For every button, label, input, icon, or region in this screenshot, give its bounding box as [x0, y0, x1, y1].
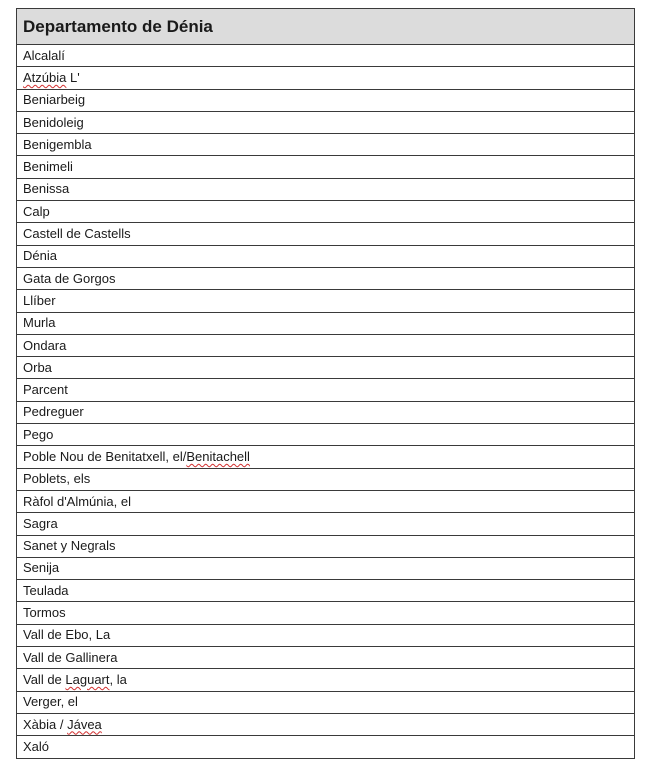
municipality-cell: Sagra [17, 513, 635, 535]
table-row [17, 134, 635, 156]
municipality-cell: Tormos [17, 602, 635, 624]
municipality-cell: Poblets, els [17, 468, 635, 490]
table-row [17, 290, 635, 312]
cell-text-part: , la [109, 671, 127, 687]
table-row [17, 267, 635, 289]
table-row [17, 736, 635, 758]
municipality-cell: Benidoleig [17, 111, 635, 133]
municipality-cell: Benimeli [17, 156, 635, 178]
table-row [17, 490, 635, 512]
table-row [17, 245, 635, 267]
table-header-row [17, 9, 635, 45]
table-row [17, 557, 635, 579]
cell-text-part: Vall de [23, 671, 66, 687]
municipality-cell: Llíber [17, 290, 635, 312]
spellcheck-flagged-word: Laguart [65, 671, 110, 687]
municipality-cell: Orba [17, 357, 635, 379]
spellcheck-flagged-word: Atzúbia [23, 69, 67, 85]
municipality-cell: Ràfol d'Almúnia, el [17, 490, 635, 512]
table-row [17, 312, 635, 334]
table-row [17, 178, 635, 200]
table-row [17, 580, 635, 602]
table-row [17, 647, 635, 669]
table-row [17, 201, 635, 223]
municipality-cell [17, 67, 635, 89]
table-row [17, 379, 635, 401]
table-row [17, 624, 635, 646]
table-row [17, 67, 635, 89]
municipality-cell: Beniarbeig [17, 89, 635, 111]
table-row [17, 334, 635, 356]
municipality-cell: Pedreguer [17, 401, 635, 423]
table-row [17, 713, 635, 735]
table-row [17, 45, 635, 67]
municipality-cell: Dénia [17, 245, 635, 267]
table-row [17, 468, 635, 490]
municipality-cell: Ondara [17, 334, 635, 356]
cell-text-part: Xàbia / [23, 716, 68, 732]
municipality-cell: Senija [17, 557, 635, 579]
municipality-cell: Calp [17, 201, 635, 223]
municipality-cell: Vall de Ebo, La [17, 624, 635, 646]
municipality-cell: Parcent [17, 379, 635, 401]
municipality-table [16, 8, 635, 759]
municipality-cell: Verger, el [17, 691, 635, 713]
municipality-cell: Benigembla [17, 134, 635, 156]
table-row [17, 424, 635, 446]
municipality-cell: Vall de Gallinera [17, 647, 635, 669]
municipality-cell [17, 713, 635, 735]
table-row [17, 223, 635, 245]
table-row [17, 669, 635, 691]
municipality-cell [17, 669, 635, 691]
municipality-cell: Sanet y Negrals [17, 535, 635, 557]
spellcheck-flagged-word: Jávea [67, 716, 102, 732]
table-body [17, 45, 635, 759]
table-row [17, 513, 635, 535]
municipality-cell: Teulada [17, 580, 635, 602]
table-row [17, 156, 635, 178]
table-row [17, 357, 635, 379]
cell-text-part: Poble Nou de Benitatxell, el/ [23, 448, 187, 464]
municipality-cell: Murla [17, 312, 635, 334]
municipality-cell: Pego [17, 424, 635, 446]
spellcheck-flagged-word: Benitachell [186, 448, 250, 464]
table-row [17, 401, 635, 423]
cell-text-part: L' [66, 69, 80, 85]
table-row [17, 691, 635, 713]
table-row [17, 602, 635, 624]
table-row [17, 535, 635, 557]
municipality-table-container [16, 8, 635, 759]
municipality-cell: Benissa [17, 178, 635, 200]
municipality-cell: Alcalalí [17, 45, 635, 67]
table-row [17, 111, 635, 133]
municipality-cell: Castell de Castells [17, 223, 635, 245]
table-row [17, 89, 635, 111]
municipality-cell [17, 446, 635, 468]
table-row [17, 446, 635, 468]
municipality-cell: Xaló [17, 736, 635, 758]
table-header: Departamento de Dénia [17, 9, 635, 45]
municipality-cell: Gata de Gorgos [17, 267, 635, 289]
